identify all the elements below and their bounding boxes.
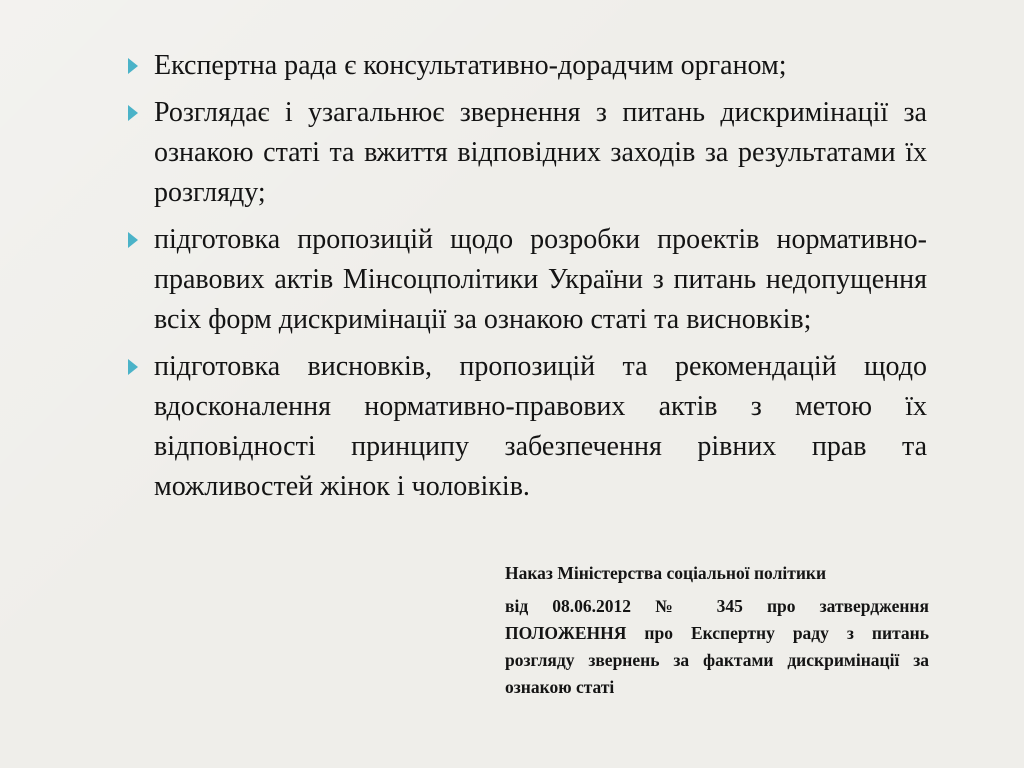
bullet-item — [124, 46, 927, 86]
triangle-right-icon — [124, 347, 154, 387]
triangle-right-icon — [124, 220, 154, 260]
bullet-item — [124, 220, 927, 340]
bullet-list — [124, 46, 927, 514]
bullet-item — [124, 347, 927, 507]
triangle-right-icon — [124, 46, 154, 86]
bullet-item — [124, 93, 927, 213]
citation-body: від 08.06.2012 № 345 про затвердження ПОЛОЖЕННЯ про Експертну раду з питань розгляду звернень за фактами дискримінації за ознакою статі — [505, 596, 929, 697]
triangle-right-icon — [124, 93, 154, 133]
citation — [505, 560, 929, 701]
bullet-text: Експертна рада є консультативно-дорадчим органом; — [154, 50, 787, 81]
bullet-text: підготовка висновків, пропозицій та рекомендацій щодо вдосконалення нормативно-правових актів з метою їх відповідності принципу забезпечення рівних прав та можливостей жінок і чоловіків. — [154, 351, 927, 502]
bullet-text: Розглядає і узагальнює звернення з питань дискримінації за ознакою статі та вжиття відповідних заходів за результатами їх розгляду; — [154, 97, 927, 208]
bullet-text: підготовка пропозицій щодо розробки проектів нормативно-правових актів Мінсоцполітики України з питань недопущення всіх форм дискримінації за ознакою статі та висновків; — [154, 224, 927, 335]
citation-title: Наказ Міністерства соціальної політики — [505, 563, 827, 583]
